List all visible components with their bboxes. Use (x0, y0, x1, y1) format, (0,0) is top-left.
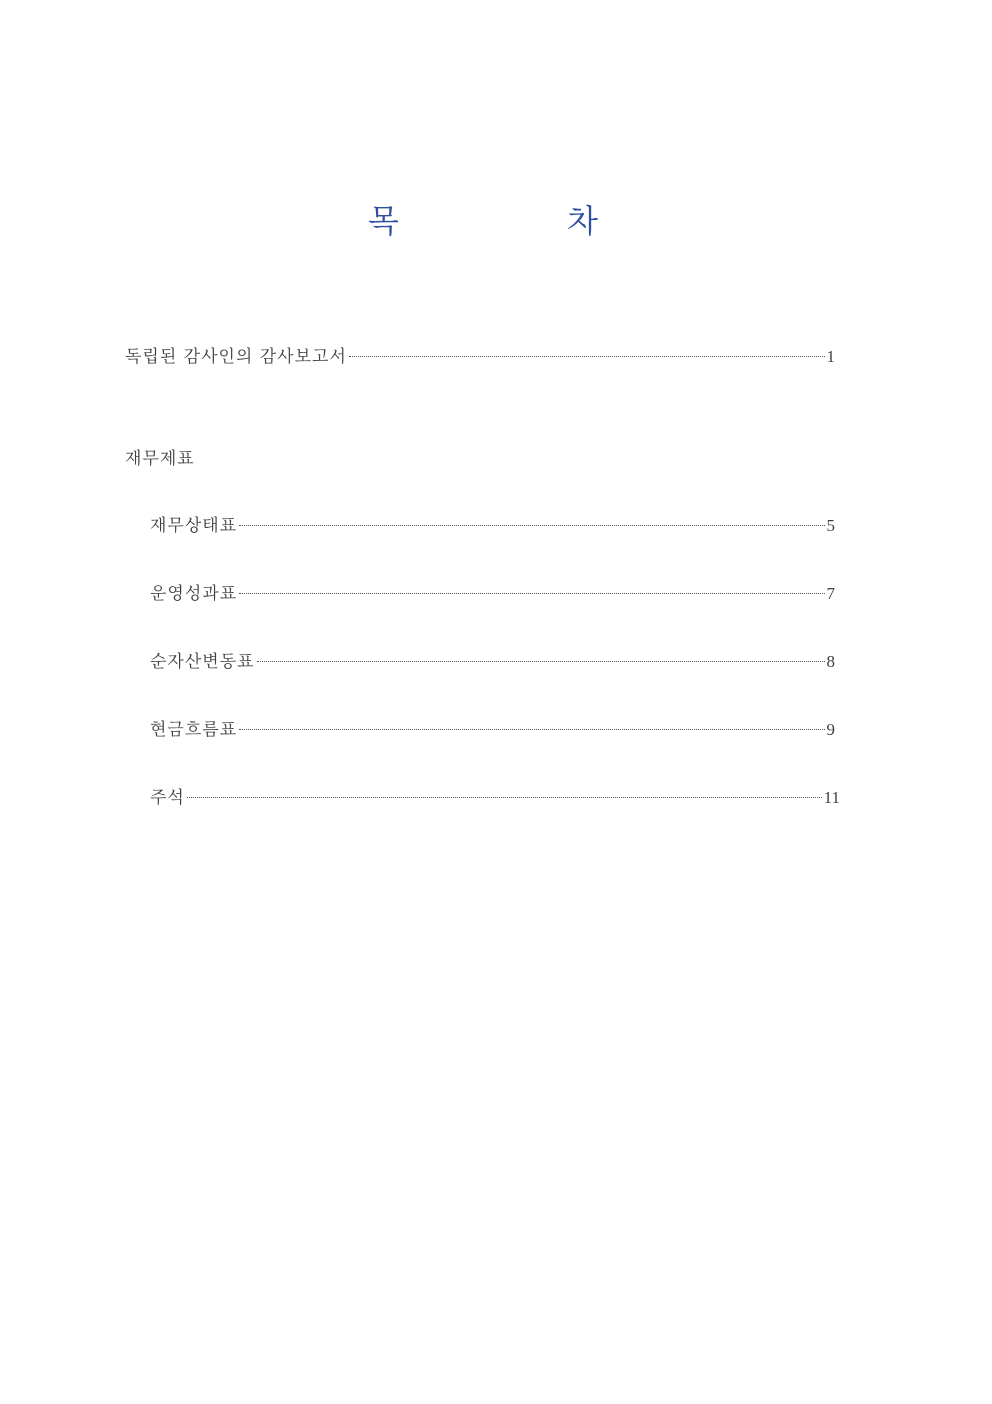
toc-entry-net-assets-changes (150, 650, 835, 674)
toc-entry-label: 재무상태표 (150, 516, 238, 536)
toc-entry-label: 주석 (150, 788, 185, 808)
toc-section-heading (125, 447, 325, 471)
toc-entry-label: 독립된 감사인의 감사보고서 (125, 347, 347, 367)
toc-dot-leader (239, 525, 824, 526)
toc-entry-audit-report (125, 345, 835, 369)
toc-dot-leader (239, 593, 824, 594)
toc-entry-notes (150, 786, 840, 810)
toc-dot-leader (187, 797, 822, 798)
page-title (0, 196, 992, 246)
toc-page-number: 5 (826, 516, 835, 535)
toc-page-number: 9 (826, 720, 835, 739)
toc-page-number: 11 (823, 788, 840, 807)
toc-section-label: 재무제표 (125, 449, 195, 469)
toc-page-number: 7 (826, 584, 835, 603)
toc-entry-label: 운영성과표 (150, 584, 238, 604)
toc-dot-leader (239, 729, 824, 730)
title-char-2: 차 (567, 202, 598, 240)
toc-entry-balance-sheet (150, 514, 835, 538)
toc-dot-leader (349, 356, 825, 357)
toc-page-number: 8 (826, 652, 835, 671)
title-char-1: 목 (368, 202, 399, 240)
toc-dot-leader (257, 661, 825, 662)
toc-entry-label: 현금흐름표 (150, 720, 238, 740)
toc-page-number: 1 (826, 347, 835, 366)
toc-entry-operating-results (150, 582, 835, 606)
toc-entry-cash-flow (150, 718, 835, 742)
toc-entry-label: 순자산변동표 (150, 652, 255, 672)
